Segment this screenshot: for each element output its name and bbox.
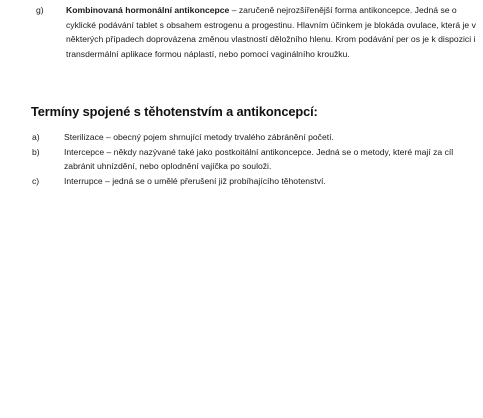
terms-list bbox=[32, 130, 480, 188]
contraception-list-continued bbox=[36, 3, 476, 61]
list-marker: a) bbox=[32, 132, 40, 142]
list-item-interrupce bbox=[32, 174, 480, 189]
list-item-text: Interrupce – jedná se o umělé přerušení již probíhajícího těhotenství. bbox=[64, 175, 326, 186]
list-marker: b) bbox=[32, 146, 40, 157]
term-name: Kombinovaná hormonální antikoncepce bbox=[66, 5, 230, 15]
section-heading: Termíny spojené s těhotenstvím a antikoncepcí: bbox=[31, 104, 318, 119]
list-item-text: Intercepce – někdy nazývané také jako postkoitální antikoncepce. Jedná se o metody, které mají za cíl zabránit uhnízdění, nebo oplodnění vajíčka po souloži. bbox=[64, 146, 454, 172]
list-marker: g) bbox=[36, 5, 44, 15]
list-item-sterilizace bbox=[32, 130, 480, 145]
list-item-body bbox=[66, 3, 476, 61]
term-description: – zaručeně nejrozšířenější forma antikoncepce. Jedná se o cyklické podávání tablet s obsahem estrogenu a progestinu. Hlavním účinkem je blokáda ovulace, která je v některých případech doprovázena změnou vlastností děložního hlenu. Krom podávání per os je k dispozici i transdermální aplikace formou náplastí, nebo pomocí vaginálního kroužku. bbox=[66, 5, 476, 59]
list-item-combined-hormonal bbox=[36, 3, 476, 61]
list-marker: c) bbox=[32, 175, 40, 186]
list-item-text: Sterilizace – obecný pojem shrnující metody trvalého zábránění početí. bbox=[64, 132, 334, 142]
list-item-intercepce bbox=[32, 145, 480, 174]
